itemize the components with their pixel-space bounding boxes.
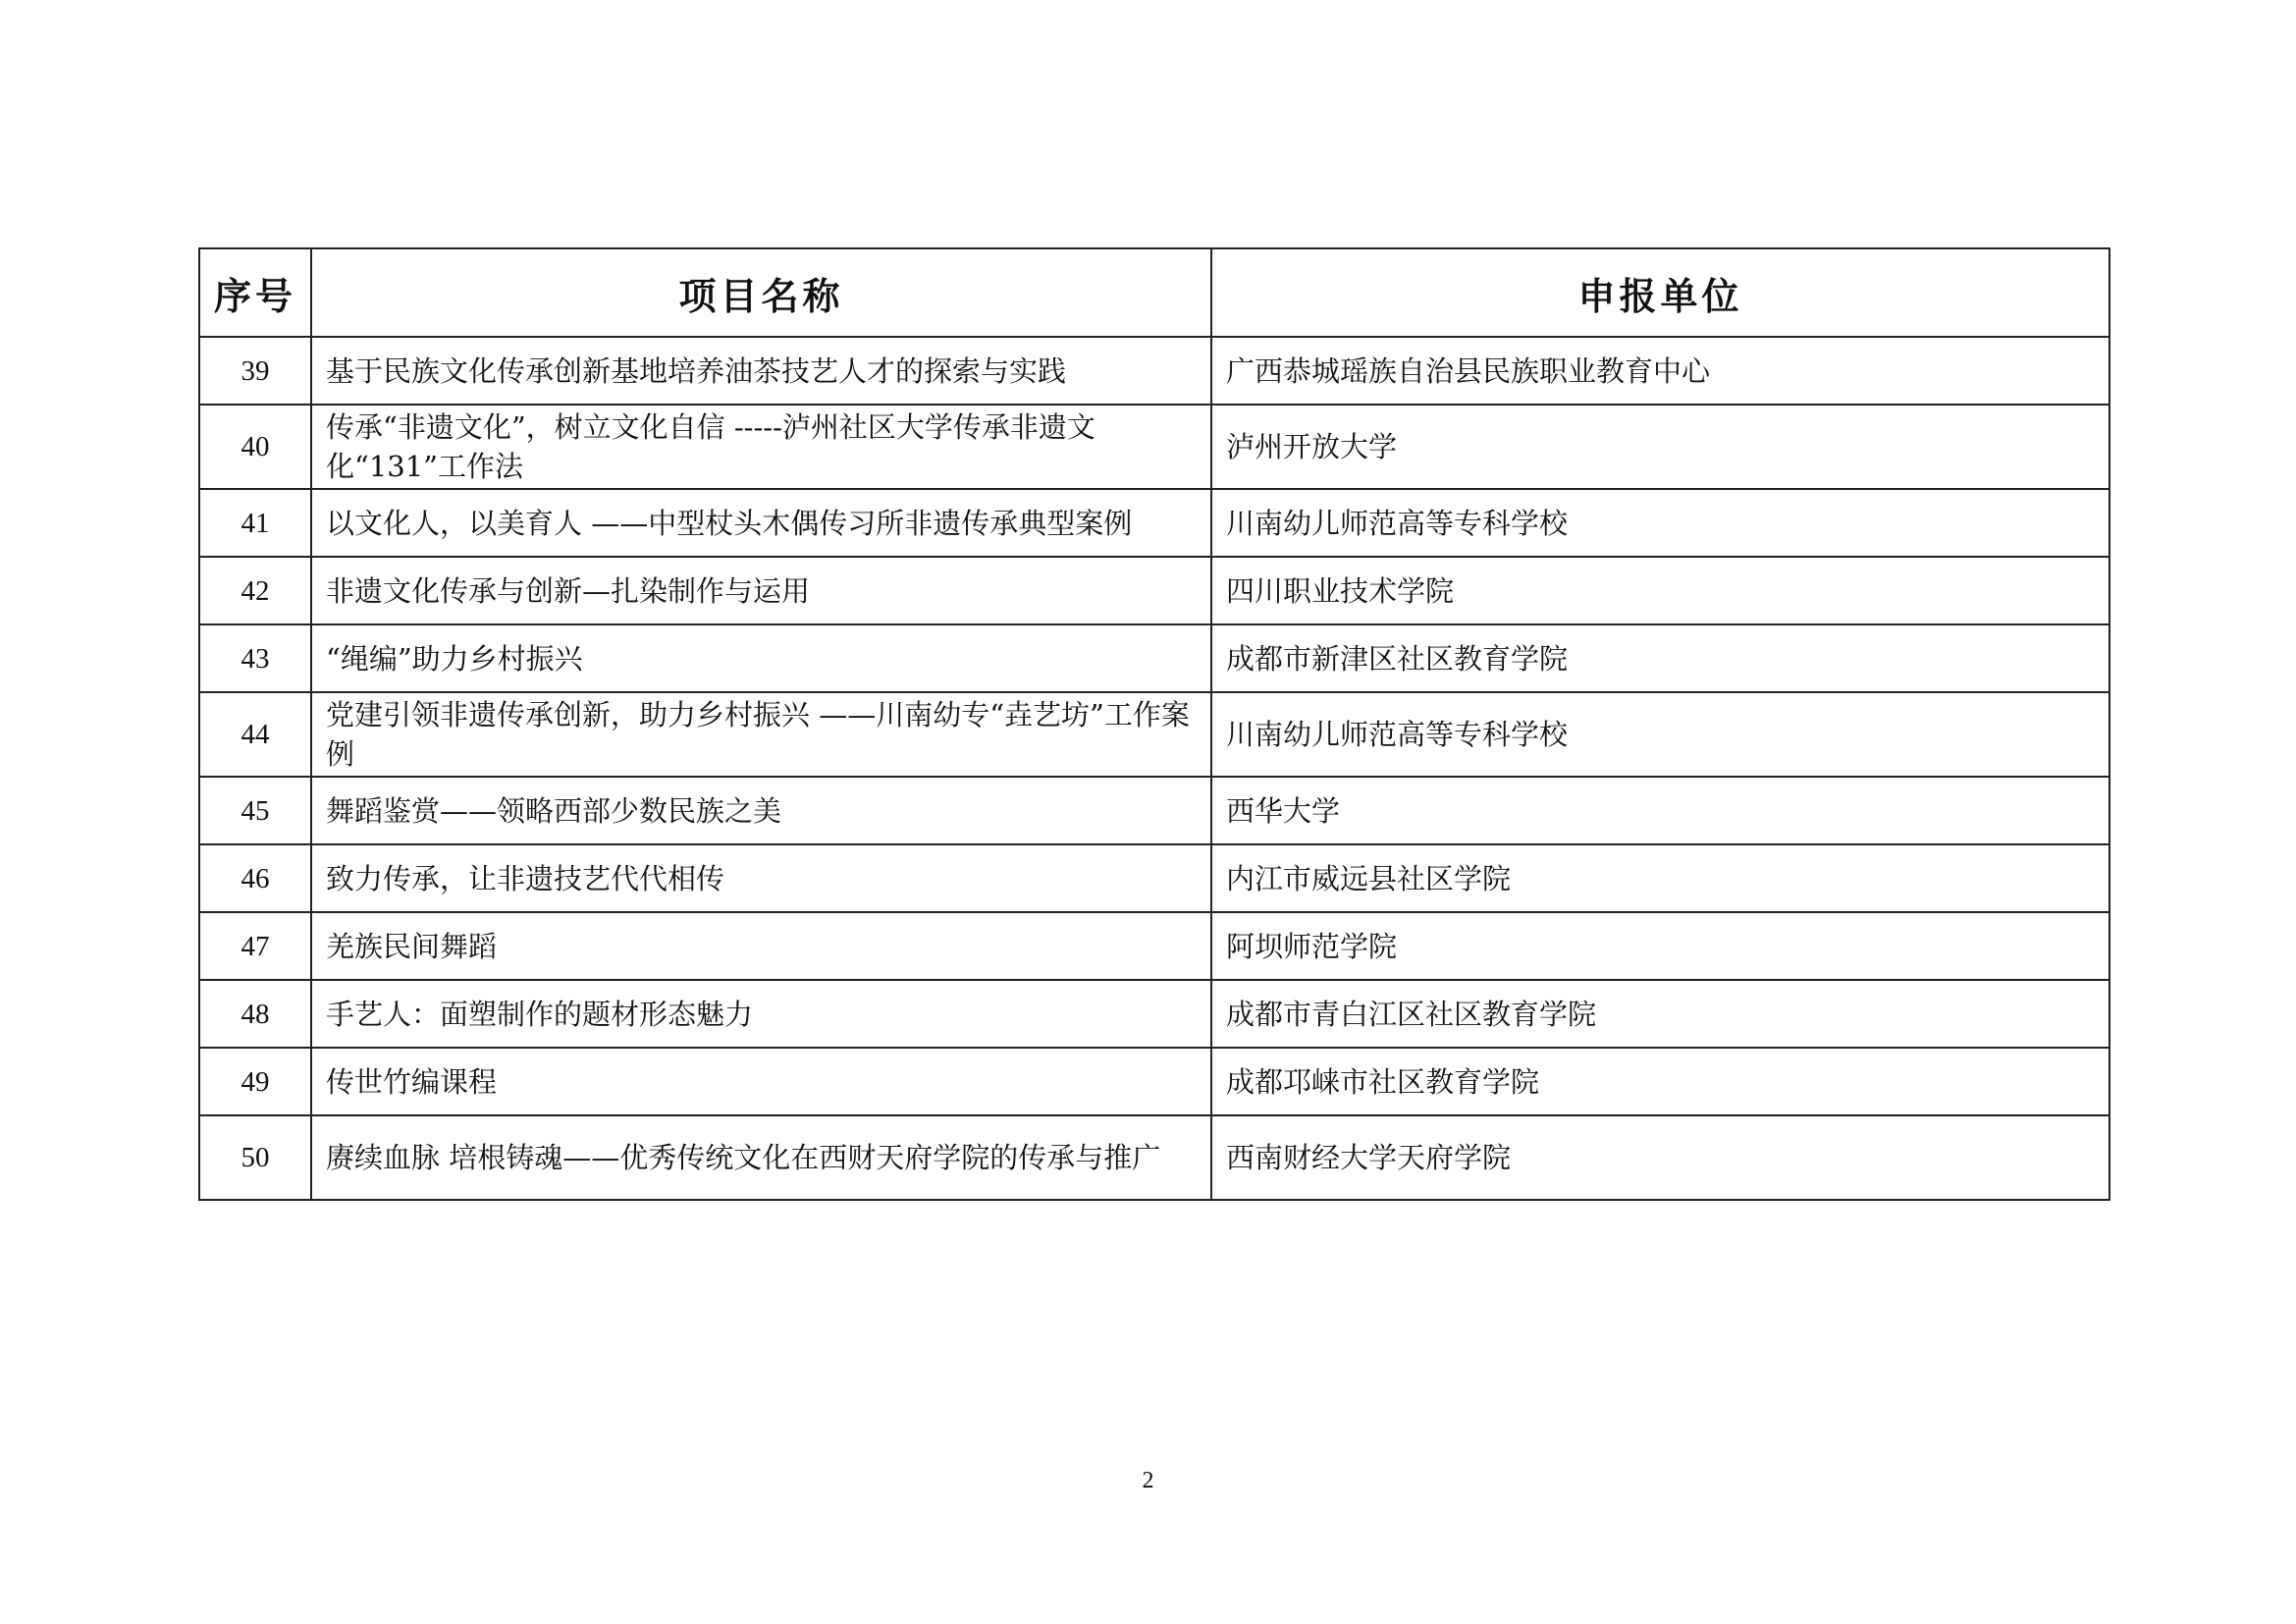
unit-cell: 四川职业技术学院 [1211, 557, 2109, 624]
row-number-cell: 41 [199, 489, 311, 557]
table-row [199, 844, 2109, 912]
table-row [199, 912, 2109, 980]
table-row [199, 1048, 2109, 1115]
row-number-cell: 44 [199, 692, 311, 777]
table-header-row [199, 248, 2109, 337]
unit-cell: 西南财经大学天府学院 [1211, 1115, 2109, 1200]
unit-cell: 泸州开放大学 [1211, 405, 2109, 489]
row-number-cell: 49 [199, 1048, 311, 1115]
unit-cell: 川南幼儿师范高等专科学校 [1211, 692, 2109, 777]
row-number-cell: 39 [199, 337, 311, 405]
project-name-cell: 基于民族文化传承创新基地培养油茶技艺人才的探索与实践 [311, 337, 1211, 405]
project-name-cell: 舞蹈鉴赏——领略西部少数民族之美 [311, 777, 1211, 844]
table-row [199, 489, 2109, 557]
table-row [199, 777, 2109, 844]
unit-cell: 成都市青白江区社区教育学院 [1211, 980, 2109, 1048]
unit-cell: 阿坝师范学院 [1211, 912, 2109, 980]
project-name-cell: 羌族民间舞蹈 [311, 912, 1211, 980]
table-row [199, 405, 2109, 489]
table-row [199, 557, 2109, 624]
project-name-cell: 以文化人，以美育人 ——中型杖头木偶传习所非遗传承典型案例 [311, 489, 1211, 557]
header-unit: 申报单位 [1211, 248, 2109, 337]
table-row [199, 692, 2109, 777]
project-name-cell: 党建引领非遗传承创新，助力乡村振兴 ——川南幼专“垚艺坊”工作案例 [311, 692, 1211, 777]
row-number-cell: 43 [199, 624, 311, 692]
row-number-cell: 42 [199, 557, 311, 624]
project-name-cell: 传世竹编课程 [311, 1048, 1211, 1115]
project-name-cell: 赓续血脉 培根铸魂——优秀传统文化在西财天府学院的传承与推广 [311, 1115, 1211, 1200]
unit-cell: 成都邛崃市社区教育学院 [1211, 1048, 2109, 1115]
row-number-cell: 50 [199, 1115, 311, 1200]
header-number: 序号 [199, 248, 311, 337]
project-name-cell: 非遗文化传承与创新—扎染制作与运用 [311, 557, 1211, 624]
unit-cell: 川南幼儿师范高等专科学校 [1211, 489, 2109, 557]
project-name-cell: 手艺人：面塑制作的题材形态魅力 [311, 980, 1211, 1048]
project-name-cell: “绳编”助力乡村振兴 [311, 624, 1211, 692]
unit-cell: 内江市威远县社区学院 [1211, 844, 2109, 912]
table-row [199, 337, 2109, 405]
row-number-cell: 46 [199, 844, 311, 912]
unit-cell: 广西恭城瑶族自治县民族职业教育中心 [1211, 337, 2109, 405]
project-table [198, 247, 2110, 1201]
project-name-cell: 致力传承，让非遗技艺代代相传 [311, 844, 1211, 912]
unit-cell: 西华大学 [1211, 777, 2109, 844]
header-project-name: 项目名称 [311, 248, 1211, 337]
unit-cell: 成都市新津区社区教育学院 [1211, 624, 2109, 692]
table-row [199, 1115, 2109, 1200]
row-number-cell: 48 [199, 980, 311, 1048]
table-body [199, 337, 2109, 1200]
page-number: 2 [1142, 1468, 1154, 1493]
project-name-cell: 传承“非遗文化”，树立文化自信 -----泸州社区大学传承非遗文化“131”工作法 [311, 405, 1211, 489]
row-number-cell: 47 [199, 912, 311, 980]
table-row [199, 980, 2109, 1048]
table-row [199, 624, 2109, 692]
row-number-cell: 40 [199, 405, 311, 489]
row-number-cell: 45 [199, 777, 311, 844]
